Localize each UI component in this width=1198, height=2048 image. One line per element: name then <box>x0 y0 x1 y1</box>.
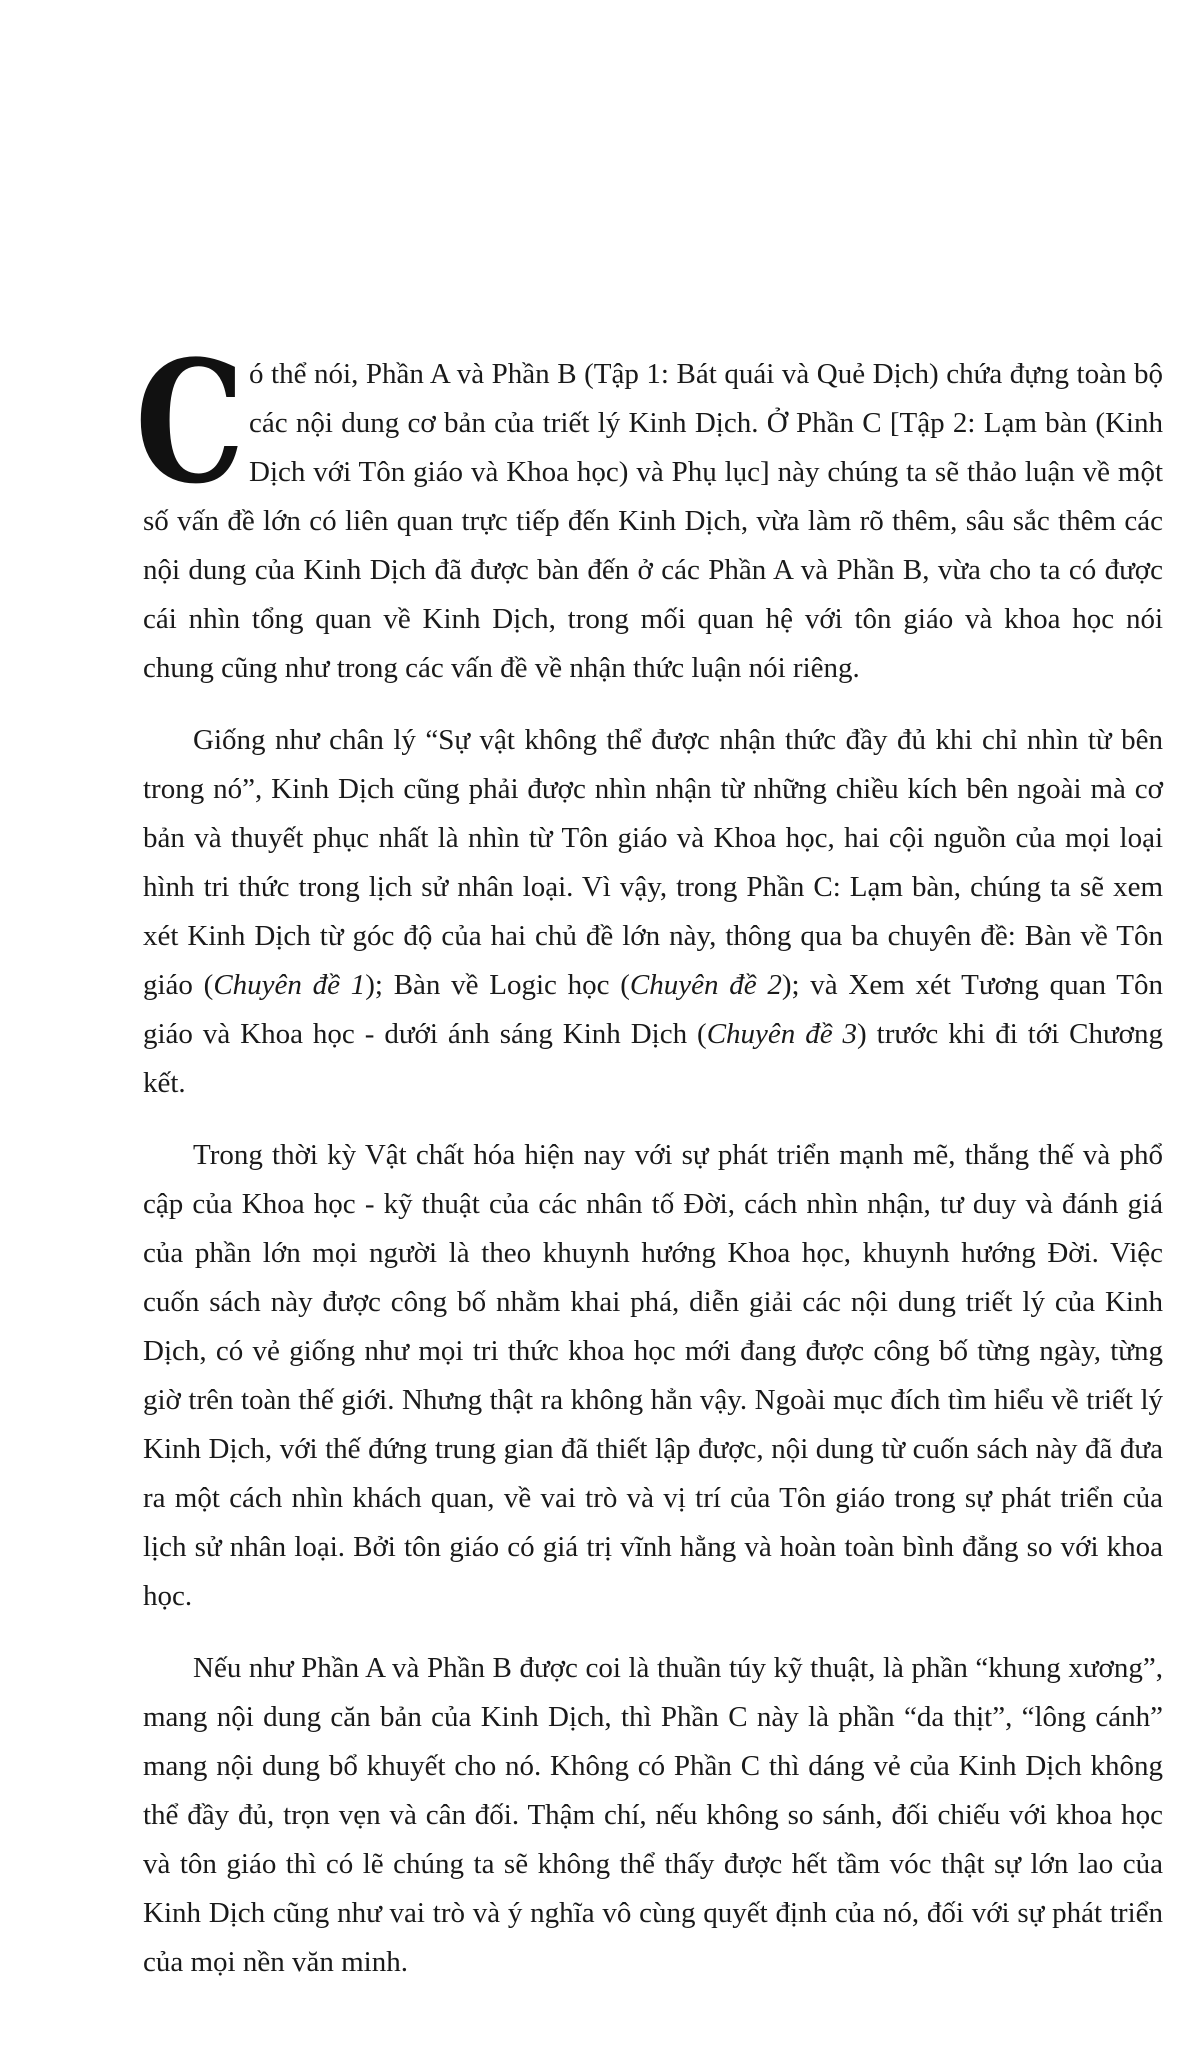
paragraph-2-italic-ref-3: Chuyên đề 3 <box>706 1018 858 1050</box>
paragraph-2-text: ); và Xem xét Tương quan Tôn giáo và Khoa học - dưới ánh sáng Kinh Dịch ( <box>143 969 1163 1050</box>
paragraph-1-text: ó thể nói, Phần A và Phần B (Tập 1: Bát quái và Quẻ Dịch) chứa đựng toàn bộ các nội dung cơ bản của triết lý Kinh Dịch. Ở Phần C [Tập 2: Lạm bàn (Kinh Dịch với Tôn giáo và Khoa học) và Phụ lục] này chúng ta sẽ thảo luận về một số vấn đề lớn có liên quan trực tiếp đến Kinh Dịch, vừa làm rõ thêm, sâu sắc thêm các nội dung của Kinh Dịch đã được bàn đến ở các Phần A và Phần B, vừa cho ta có được cái nhìn tổng quan về Kinh Dịch, trong mối quan hệ với tôn giáo và khoa học nói chung cũng như trong các vấn đề về nhận thức luận nói riêng. <box>143 358 1163 684</box>
paragraph-1 <box>135 323 1163 693</box>
paragraph-3-text: Trong thời kỳ Vật chất hóa hiện nay với sự phát triển mạnh mẽ, thắng thế và phổ cập của Khoa học - kỹ thuật của các nhân tố Đời, cách nhìn nhận, tư duy và đánh giá của phần lớn mọi người là theo khuynh hướng Khoa học, khuynh hướng Đời. Việc cuốn sách này được công bố nhằm khai phá, diễn giải các nội dung triết lý của Kinh Dịch, có vẻ giống như mọi tri thức khoa học mới đang được công bố từng ngày, từng giờ trên toàn thế giới. Nhưng thật ra không hẳn vậy. Ngoài mục đích tìm hiểu về triết lý Kinh Dịch, với thế đứng trung gian đã thiết lập được, nội dung từ cuốn sách này đã đưa ra một cách nhìn khách quan, về vai trò và vị trí của Tôn giáo trong sự phát triển của lịch sử nhân loại. Bởi tôn giáo có giá trị vĩnh hằng và hoàn toàn bình đẳng so với khoa học. <box>143 1139 1163 1612</box>
paragraph-2-italic-ref-1: Chuyên đề 1 <box>213 969 366 1001</box>
paragraph-3 <box>143 1131 1163 1621</box>
paragraph-4 <box>143 1644 1163 1987</box>
document-body <box>135 323 1163 2010</box>
paragraph-2-text: Giống như chân lý “Sự vật không thể được nhận thức đầy đủ khi chỉ nhìn từ bên trong nó”, Kinh Dịch cũng phải được nhìn nhận từ những chiều kích bên ngoài mà cơ bản và thuyết phục nhất là nhìn từ Tôn giáo và Khoa học, hai cội nguồn của mọi loại hình tri thức trong lịch sử nhân loại. Vì vậy, trong Phần C: Lạm bàn, chúng ta sẽ xem xét Kinh Dịch từ góc độ của hai chủ đề lớn này, thông qua ba chuyên đề: Bàn về Tôn giáo ( <box>143 724 1163 1001</box>
paragraph-2-text: ); Bàn về Logic học ( <box>365 969 630 1001</box>
paragraph-2 <box>143 716 1163 1108</box>
paragraph-2-italic-ref-2: Chuyên đề 2 <box>629 969 782 1001</box>
paragraph-2-text: ) trước khi đi tới Chương kết. <box>143 1018 1163 1099</box>
paragraph-4-text: Nếu như Phần A và Phần B được coi là thuần túy kỹ thuật, là phần “khung xương”, mang nội dung căn bản của Kinh Dịch, thì Phần C này là phần “da thịt”, “lông cánh” mang nội dung bổ khuyết cho nó. Không có Phần C thì dáng vẻ của Kinh Dịch không thể đầy đủ, trọn vẹn và cân đối. Thậm chí, nếu không so sánh, đối chiếu với khoa học và tôn giáo thì có lẽ chúng ta sẽ không thể thấy được hết tầm vóc thật sự lớn lao của Kinh Dịch cũng như vai trò và ý nghĩa vô cùng quyết định của nó, đối với sự phát triển của mọi nền văn minh. <box>143 1652 1163 1978</box>
drop-cap: C <box>135 323 245 521</box>
